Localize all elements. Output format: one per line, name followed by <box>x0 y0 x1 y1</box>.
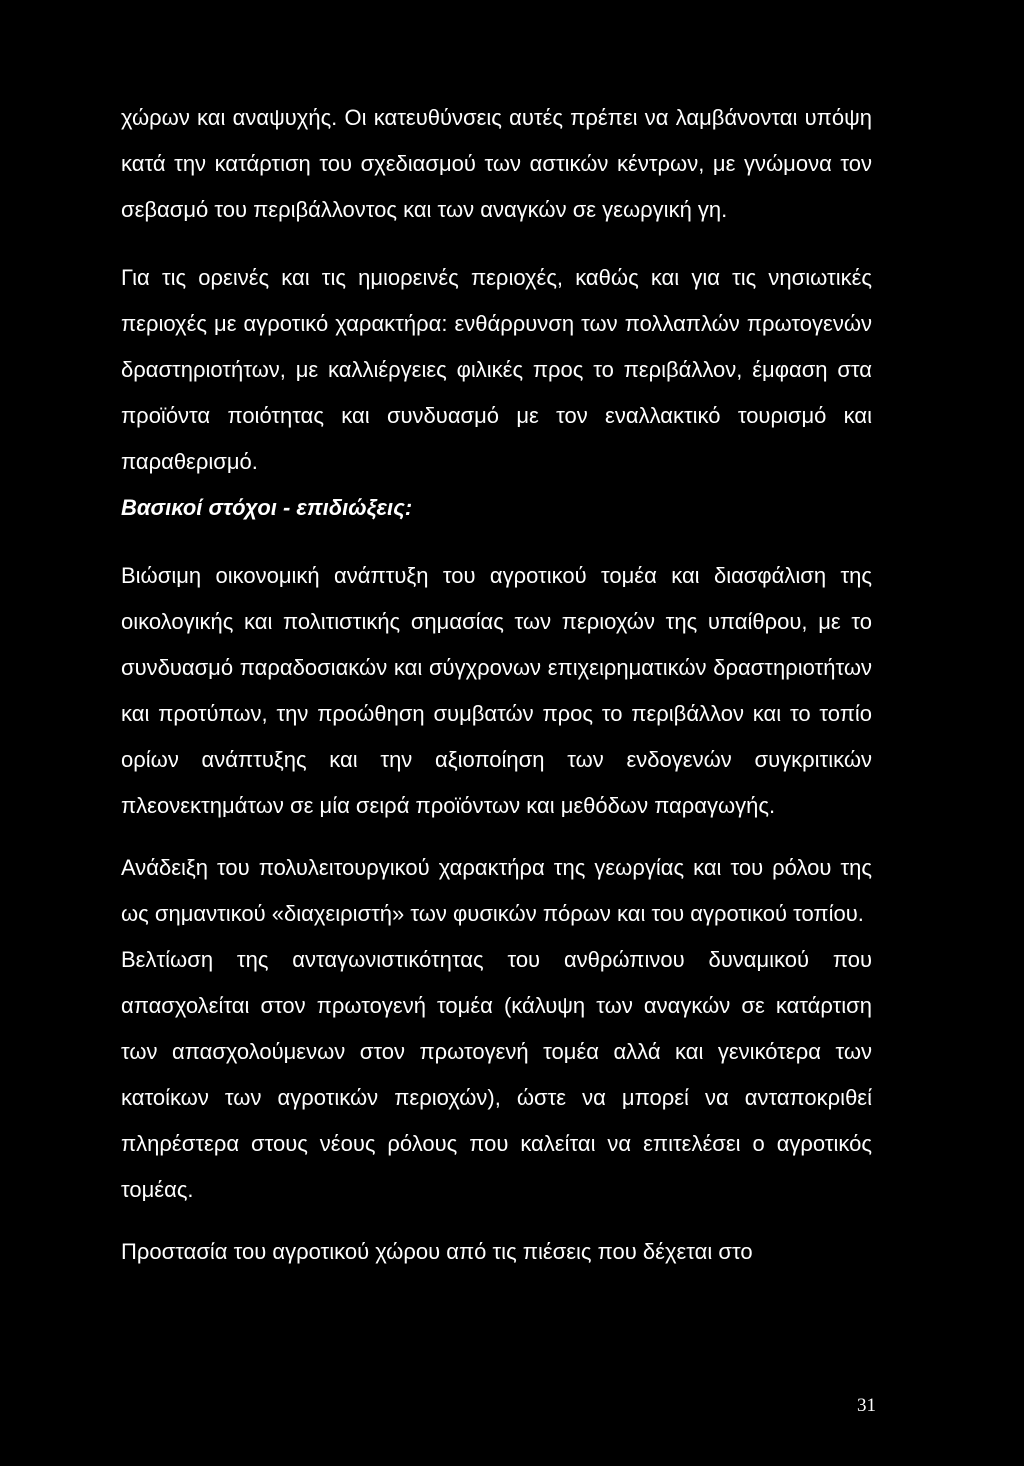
goal-protection: Προστασία του αγροτικού χώρου από τις πιέσεις που δέχεται στο <box>121 1239 753 1264</box>
goal-sustainable-growth: Βιώσιμη οικονομική ανάπτυξη του αγροτικού τομέα και διασφάλιση της οικολογικής και πολιτιστικής σημασίας των περιοχών της υπαίθρου, με το συνδυασμό παραδοσιακών και σύγχρονων επιχειρηματικών δραστηριοτήτων και προτύπων, την προώθηση συμβατών προς το περιβάλλον και το τοπίο ορίων ανάπτυξης και την αξιοποίηση των ενδογενών συγκριτικών πλεονεκτημάτων σε μία σειρά προϊόντων και μεθόδων παραγωγής. <box>121 563 872 818</box>
section-heading: Βασικοί στόχοι - επιδιώξεις: <box>121 495 413 520</box>
goal-multifunctional-agriculture: Ανάδειξη του πολυλειτουργικού χαρακτήρα της γεωργίας και του ρόλου της ως σημαντικού «διαχειριστή» των φυσικών πόρων και του αγροτικού τοπίου. <box>121 855 872 926</box>
page-number: 31 <box>857 1395 876 1416</box>
goal-competitiveness: Βελτίωση της ανταγωνιστικότητας του ανθρώπινου δυναμικού που απασχολείται στον πρωτογενή τομέα (κάλυψη των αναγκών σε κατάρτιση των απασχολούμενων στον πρωτογενή τομέα αλλά και γενικότερα των κατοίκων των αγροτικών περιοχών), ώστε να μπορεί να ανταποκριθεί πληρέστερα στους νέους ρόλους που καλείται να επιτελέσει ο αγροτικός τομέας. <box>121 947 872 1202</box>
body-text <box>121 95 872 1275</box>
paragraph-urban-planning: χώρων και αναψυχής. Οι κατευθύνσεις αυτές πρέπει να λαμβάνονται υπόψη κατά την κατάρτιση του σχεδιασμού των αστικών κέντρων, με γνώμονα τον σεβασμό του περιβάλλοντος και των αναγκών σε γεωργική γη. <box>121 105 872 222</box>
paragraph-mountain-regions: Για τις ορεινές και τις ημιορεινές περιοχές, καθώς και για τις νησιωτικές περιοχές με αγροτικό χαρακτήρα: ενθάρρυνση των πολλαπλών πρωτογενών δραστηριοτήτων, με καλλιέργειες φιλικές προς το περιβάλλον, έμφαση στα προϊόντα ποιότητας και συνδυασμό με τον εναλλακτικό τουρισμό και παραθερισμό. <box>121 265 872 474</box>
